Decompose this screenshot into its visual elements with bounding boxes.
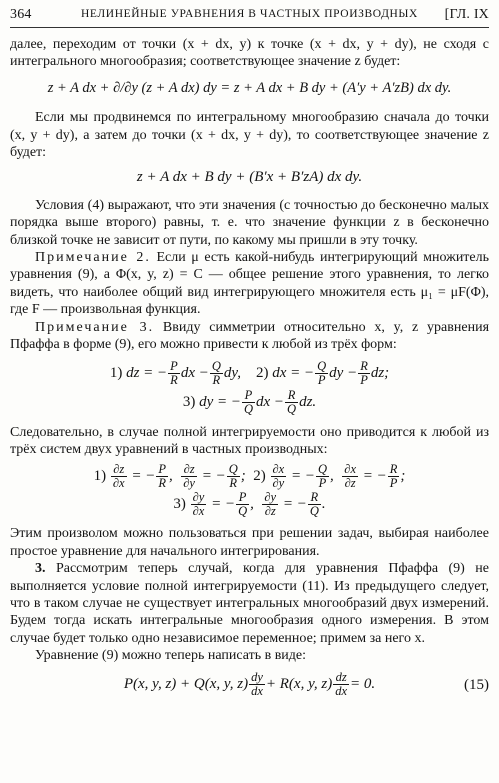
page-header bbox=[10, 7, 489, 27]
fraction: $\frac{Q}{P}$ bbox=[317, 358, 327, 387]
paragraph-1: далее, переходим от точки (x + dx, y) к точке (x + dx, y + dy), не сходя с интегрального многообразия; соответствующее значение z будет: bbox=[10, 37, 489, 70]
equation-2: z + A dx + B dy + (B′x + B′zA) dx dy. bbox=[136, 169, 363, 186]
paragraph-4: Следовательно, в случае полной интегрируемости оно приводится к любой из трёх систем двух уравнений в частных производных: bbox=[10, 424, 489, 457]
running-title: НЕЛИНЕЙНЫЕ УРАВНЕНИЯ В ЧАСТНЫХ ПРОИЗВОДНЫХ bbox=[81, 8, 418, 20]
equation-15: P(x, y, z) + Q(x, y, z) $\frac{dy}{dx}$ + R(x, y, z) $\frac{dz}{dx}$ = 0. (15) bbox=[123, 669, 489, 698]
note-2-label: Примечание 2. bbox=[35, 250, 151, 266]
forms-row-1: 1) dz = − $\frac{P}{R}$ dx − $\frac{Q}{R}$ dy, 2) dx = − $\frac{Q}{P}$ dy − $\frac{R}{P}$ dz; bbox=[109, 358, 390, 387]
fraction: $\frac{P}{R}$ bbox=[170, 358, 178, 387]
fraction: $\frac{R}{P}$ bbox=[360, 358, 368, 387]
note-3 bbox=[10, 319, 489, 354]
note-2-text: Если μ есть какой-нибудь интегрирующий множитель уравнения (9), а Φ(x, y, z) = C — общее решение этого уравнения, то легко видеть, что наиболее общий вид интегрирующего множителя есть μ₁ = μF(Φ), где F — произвольная функция. bbox=[10, 250, 490, 318]
section-3-text: Рассмотрим теперь случай, когда для уравнения Пфаффа (9) не выполняется условие полной интегрируемости (11). Из предыдущего следует, что в таком случае не существует интегральных многообразий двух измерений. Будем тогда искать интегральные многообразия одного измерения. В этом случае будет только одно независимое переменное; примем за него x. bbox=[10, 561, 489, 646]
equation-1: z + A dx + ∂/∂y (z + A dx) dy = z + A dx + B dy + (A′y + A′zB) dx dy. bbox=[47, 79, 452, 96]
fraction: $\frac{P}{Q}$ bbox=[243, 387, 254, 416]
section-3-number: 3. bbox=[35, 561, 46, 577]
note-3-text: Ввиду симметрии относительно x, y, z уравнения Пфаффа в форме (9), его можно привести к любой из трёх форм: bbox=[10, 319, 490, 353]
forms-row-2: 3) dy = − $\frac{P}{Q}$ dx − $\frac{R}{Q}$ dz. bbox=[182, 387, 317, 416]
systems-row-2: 3) $\frac{\partial y}{\partial x}$ = − $\frac{P}{Q}$ , $\frac{\partial y}{\partial z}$ = − $\frac{R}{Q}$ . bbox=[173, 490, 326, 519]
page-number: 364 bbox=[10, 7, 32, 22]
section-3 bbox=[10, 560, 489, 647]
paragraph-3: Условия (4) выражают, что эти значения (с точностью до бесконечно малых порядка выше второго) равны, т. е. что значение функции z в бесконечно близкой точке не зависит от пути, по какому мы пришли в эту точку. bbox=[10, 197, 489, 248]
paragraph-2: Если мы продвинемся по интегральному многообразию сначала до точки (x, y + dy), а затем до точки (x + dx, y + dy), то соответствующее значение z будет: bbox=[10, 110, 489, 161]
chapter-label: [ГЛ. IX bbox=[444, 7, 489, 22]
paragraph-5: Этим произволом можно пользоваться при решении задач, выбирая наиболее простое уравнение для начального интегрирования. bbox=[10, 526, 489, 559]
fraction: $\frac{R}{Q}$ bbox=[287, 387, 297, 416]
note-3-label: Примечание 3. bbox=[35, 319, 155, 335]
note-2 bbox=[10, 249, 489, 319]
page-body bbox=[10, 36, 489, 698]
equation-number: (15) bbox=[464, 676, 489, 693]
header-rule bbox=[10, 27, 489, 28]
systems-row-1: 1) $\frac{\partial z}{\partial x}$ = − $\frac{P}{R}$ , $\frac{\partial z}{\partial y}$ = − $\frac{Q}{R}$ ; 2) $\frac{\partial x}{\partial y}$ = − $\frac{Q}{P}$ , $\frac{\partial x}{\partial z}$ = − $\frac{R}{P}$ ; bbox=[93, 462, 406, 491]
fraction: $\frac{Q}{R}$ bbox=[211, 358, 221, 387]
paragraph-6: Уравнение (9) можно теперь написать в виде: bbox=[35, 648, 307, 664]
